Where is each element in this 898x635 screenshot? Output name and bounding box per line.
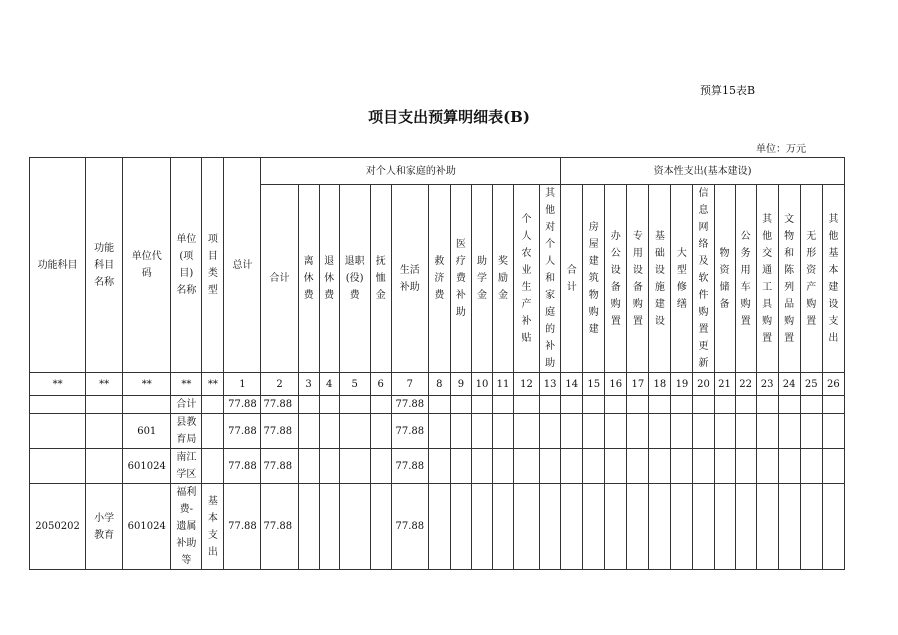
col-personal-6: 救济费 [428,185,450,373]
col-capital-8: 公务用车购置 [735,185,756,373]
page-title: 项目支出预算明细表(B) [368,108,530,126]
col-personal-11: 其他对个人和家庭的补助 [540,185,561,373]
table-row [30,414,845,449]
col-capital-1: 房屋建筑物购建 [583,185,605,373]
index-cell: 9 [450,373,471,396]
col-capital-10: 文物和陈列品购置 [778,185,800,373]
col-unit-code: 单位代码 [123,158,171,373]
group-personal-subsidy: 对个人和家庭的补助 [261,158,561,185]
col-personal-7: 医疗费补助 [450,185,471,373]
index-cell: 6 [370,373,391,396]
index-cell: ** [123,373,171,396]
index-cell: 1 [224,373,261,396]
col-personal-3: 退职(役)费 [339,185,370,373]
index-cell: 24 [778,373,800,396]
personal-total-cell: 77.88 [261,396,298,414]
index-cell: 4 [319,373,339,396]
index-cell: 10 [471,373,492,396]
col-personal-9: 奖励金 [492,185,513,373]
living-subsidy-cell: 77.88 [391,414,428,449]
col-personal-5: 生活补助 [391,185,428,373]
unit-name-cell: 合计 [171,396,202,414]
total-cell: 77.88 [224,449,261,484]
unit-code-cell: 601024 [123,484,171,570]
unit-code-cell: 601 [123,414,171,449]
index-cell: ** [202,373,224,396]
index-cell: 18 [649,373,671,396]
col-personal-10: 个人农业生产补贴 [514,185,540,373]
func-name-cell: 小学教育 [86,484,123,570]
col-personal-2: 退休费 [319,185,339,373]
living-subsidy-cell: 77.88 [391,449,428,484]
col-capital-0: 合计 [561,185,583,373]
total-cell: 77.88 [224,414,261,449]
personal-total-cell: 77.88 [261,484,298,570]
table-row [30,396,845,414]
index-cell: 25 [800,373,822,396]
living-subsidy-cell: 77.88 [391,396,428,414]
index-cell: 16 [605,373,627,396]
col-capital-7: 物资储备 [714,185,735,373]
col-capital-11: 无形资产购置 [800,185,822,373]
unit-code-cell: 601024 [123,449,171,484]
col-unit-name: 单位(项目)名称 [171,158,202,373]
table-row [30,484,845,570]
col-capital-3: 专用设备购置 [627,185,649,373]
col-total: 总计 [224,158,261,373]
index-cell: 13 [540,373,561,396]
index-cell: 3 [298,373,319,396]
col-capital-5: 大型修缮 [671,185,693,373]
index-cell: 8 [428,373,450,396]
index-cell: 22 [735,373,756,396]
unit-label: 单位：万元 [756,144,806,155]
index-cell: 26 [822,373,844,396]
index-cell: 20 [693,373,714,396]
col-capital-4: 基础设施建设 [649,185,671,373]
unit-name-cell: 县教育局 [171,414,202,449]
index-cell: 5 [339,373,370,396]
total-cell: 77.88 [224,396,261,414]
index-row [30,373,845,396]
header-row-1 [30,158,845,185]
index-cell: 21 [714,373,735,396]
group-capital-expenditure: 资本性支出(基本建设) [561,158,845,185]
index-cell: 23 [756,373,778,396]
index-cell: 14 [561,373,583,396]
project-type-cell: 基本支出 [202,484,224,570]
living-subsidy-cell: 77.88 [391,484,428,570]
index-cell: 12 [514,373,540,396]
index-cell: 15 [583,373,605,396]
col-func-subject-name: 功能科目名称 [86,158,123,373]
col-personal-0: 合计 [261,185,298,373]
col-capital-2: 办公设备购置 [605,185,627,373]
col-personal-8: 助学金 [471,185,492,373]
index-cell: 2 [261,373,298,396]
index-cell: ** [86,373,123,396]
col-capital-12: 其他基本建设支出 [822,185,844,373]
col-func-subject: 功能科目 [30,158,86,373]
index-cell: 7 [391,373,428,396]
col-personal-1: 离休费 [298,185,319,373]
col-personal-4: 抚恤金 [370,185,391,373]
unit-name-cell: 南江学区 [171,449,202,484]
index-cell: 19 [671,373,693,396]
index-cell: 17 [627,373,649,396]
personal-total-cell: 77.88 [261,449,298,484]
unit-name-cell: 福利费-遗属补助等 [171,484,202,570]
func-code-cell: 2050202 [30,484,86,570]
personal-total-cell: 77.88 [261,414,298,449]
index-cell: ** [171,373,202,396]
col-capital-6: 信息网络及软件购置更新 [693,185,714,373]
form-number: 预算15表B [700,84,756,97]
total-cell: 77.88 [224,484,261,570]
index-cell: 11 [492,373,513,396]
col-capital-9: 其他交通工具购置 [756,185,778,373]
budget-table [29,157,845,570]
table-row [30,449,845,484]
index-cell: ** [30,373,86,396]
col-project-type: 项目类型 [202,158,224,373]
